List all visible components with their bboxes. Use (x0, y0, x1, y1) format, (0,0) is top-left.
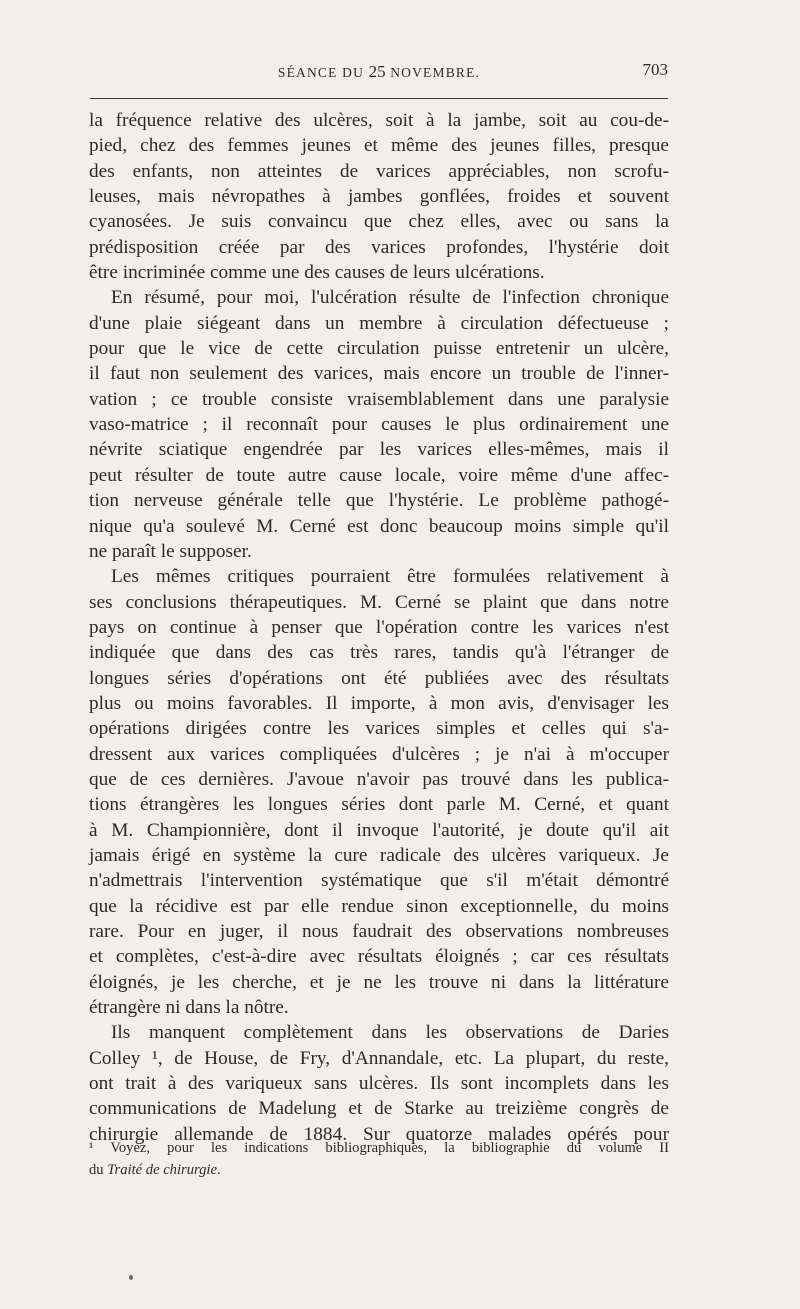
page-number: 703 (642, 60, 668, 79)
paragraph: la fréquence relative des ulcères, soit à la jambe, soit au cou-de- pied, chez des femmes jeunes et même des jeunes filles, presque des enfants, non atteintes de varices appréciables, non scrofu- leuses, mais névropathes à jambes gonflées, froides et souvent cyanosées. Je suis convaincu que chez elles, avec ou sans la prédisposition créée par des varices profondes, l'hystérie doit être incriminée comme une des causes de leurs ulcérations. (89, 110, 669, 284)
body-text (89, 108, 669, 1147)
paragraph: En résumé, pour moi, l'ulcération résulte de l'infection chronique d'une plaie siégeant dans un membre à circulation défectueuse ; pour que le vice de cette circulation puisse entretenir un ulcère, il faut non seulement des varices, mais encore un trouble de l'inner- vation ; ce trouble consiste vraisemblablement dans une paralysie vaso-matrice ; il reconnaît pour causes le plus ordinairement une névrite sciatique engendrée par les varices elles-mêmes, mais il peut résulter de toute autre cause locale, voire même d'une affec- tion nerveuse générale telle que l'hystérie. Le problème pathogé- nique qu'a soulevé M. Cerné est donc beaucoup moins simple qu'il ne paraît le supposer. (89, 287, 669, 562)
ink-speck (129, 1275, 133, 1280)
paragraph: Les mêmes critiques pourraient être formulées relativement à ses conclusions thérapeutiques. M. Cerné se plaint que dans notre pays on continue à penser que l'opération contre les varices n'est indiquée que dans des cas très rares, tandis qu'à l'étranger de longues séries d'opérations ont été publiées avec des résultats plus ou moins favorables. Il importe, à mon avis, d'envisager les opérations dirigées contre les varices simples et celles qui s'a- dressent aux varices compliquées d'ulcères ; je n'ai à m'occuper que de ces dernières. J'avoue n'avoir pas trouvé dans les publica- tions étrangères les longues séries dont parle M. Cerné, et quant à M. Championnière, dont il invoque l'autorité, je doute qu'il ait jamais érigé en système la cure radicale des ulcères variqueux. Je n'admettrais l'intervention systématique que s'il m'était démontré que la récidive est par elle rendue sinon exceptionnelle, du moins rare. Pour en juger, il nous faudrait des observations nombreuses et complètes, c'est-à-dire avec résultats éloignés ; car ces résultats éloignés, je les cherche, et je ne les trouve ni dans la littérature étrangère ni dans la nôtre. (89, 566, 669, 1019)
page-header (90, 62, 668, 90)
running-head: SÉANCE DU 25 NOVEMBRE. (277, 62, 481, 81)
footnote-title: Traité de chirurgie (107, 1162, 217, 1178)
paragraph: Ils manquent complètement dans les observations de Daries Colley ¹, de House, de Fry, d'Annandale, etc. La plupart, du reste, ont trait à des variqueux sans ulcères. Ils sont incomplets dans les communications de Madelung et de Starke au treizième congrès de chirurgie allemande de 1884. Sur quatorze malades opérés pour (89, 1022, 669, 1145)
header-rule (90, 98, 668, 99)
footnote: ¹ Voyez, pour les indications bibliographiques, la bibliographie du volume II du Traité de chirurgie. (89, 1140, 669, 1178)
